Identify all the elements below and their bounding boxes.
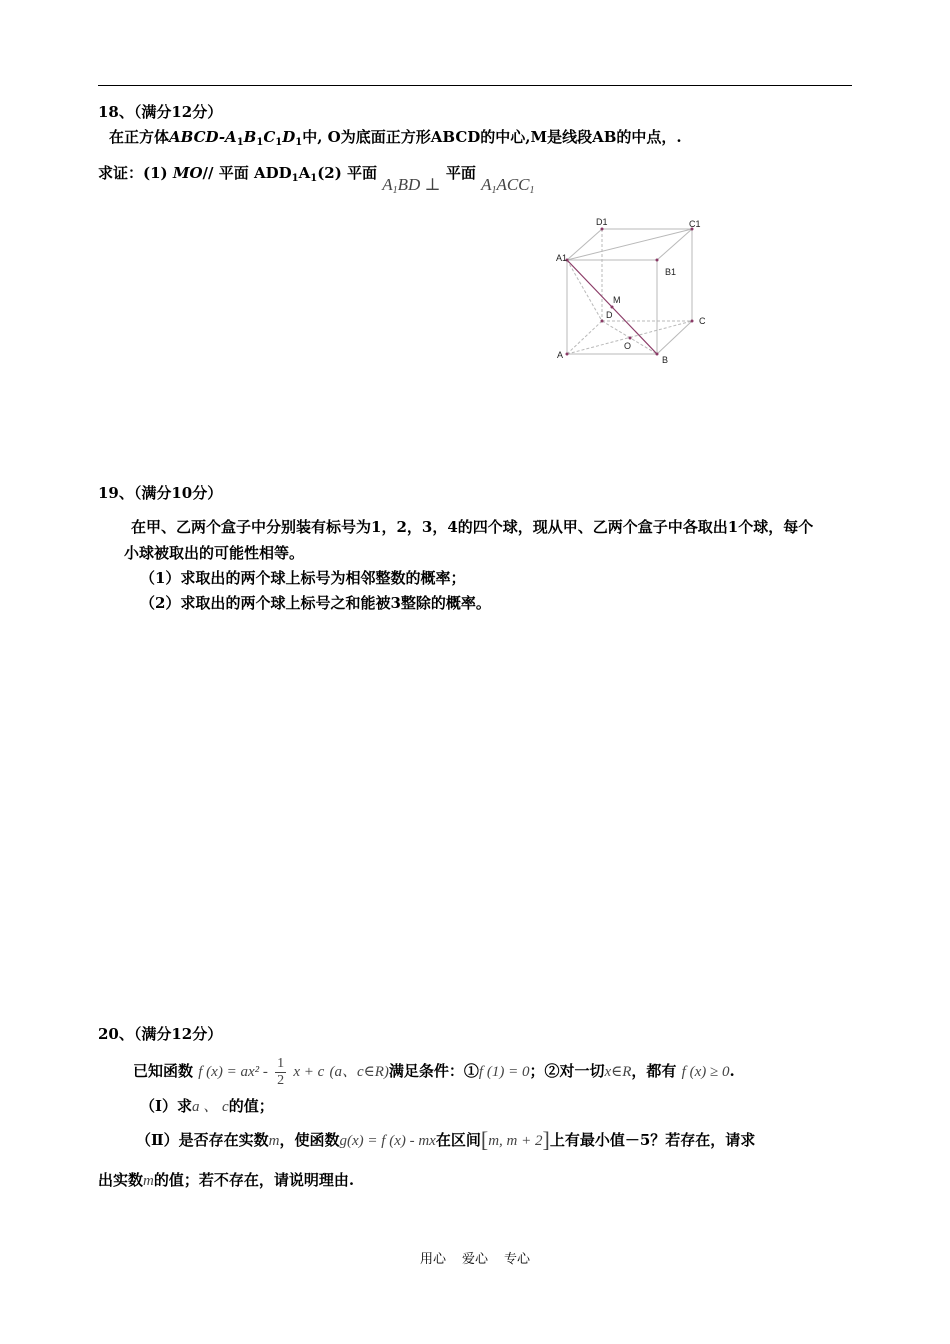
- q18-heading: 18、（满分12分）: [98, 103, 223, 121]
- label-a: A: [557, 350, 564, 360]
- q19-line1: 在甲、乙两个盒子中分别装有标号为1，2，3，4的四个球，现从甲、乙两个盒子中各取出1个球，每个: [131, 518, 814, 536]
- q19-heading: 19、（满分10分）: [98, 484, 223, 502]
- q20-part1: （Ⅰ）求a 、 c的值；: [140, 1097, 274, 1115]
- label-c: C: [699, 316, 706, 326]
- q20-heading: 20、（满分12分）: [98, 1025, 223, 1043]
- cube-edges: [567, 229, 692, 354]
- plane-a1acc1: $A_1ACC_1$: [481, 175, 535, 196]
- label-d: D: [606, 310, 613, 320]
- q18-stem: 在正方体ABCD-$A_1B_1C_1D_1$中, O为底面正方形ABCD的中心,M是线段AB的中点，.: [109, 128, 682, 148]
- header-rule: [98, 85, 852, 86]
- q19-item2: （2）求取出的两个球上标号之和能被3整除的概率。: [140, 594, 491, 612]
- fraction-one-half: $\frac{1}{2}$: [277, 1055, 285, 1088]
- label-a1: A1: [556, 253, 568, 263]
- q18-proof: 求证：(1) MO// 平面 $ADD_1A_1(2)$ 平面 $A_1BD$ ⊥ 平面 $A_1ACC_1$: [98, 164, 535, 196]
- q20-part2-line2: 出实数m的值；若不存在，请说明理由.: [98, 1171, 355, 1189]
- label-c1: C1: [689, 219, 701, 229]
- label-b: B: [662, 355, 669, 365]
- label-o: O: [624, 341, 632, 351]
- cube-figure: [550, 212, 710, 372]
- q19-line2: 小球被取出的可能性相等。: [124, 544, 305, 562]
- page-footer: 用心 爱心 专心: [419, 1252, 531, 1267]
- q20-given: 已知函数 f (x) = ax² - $\frac{1}{2}$ x + c (a、c∈R)满足条件：①f (1) = 0；②对一切x∈R，都有 f (x) ≥ 0.: [133, 1055, 735, 1088]
- label-d1: D1: [596, 217, 608, 227]
- q19-item1: （1）求取出的两个球上标号为相邻整数的概率；: [140, 569, 466, 587]
- q20-part2: （Ⅱ）是否存在实数m，使函数g(x) = f (x) - mx在区间[m, m + 2]上有最小值－5？若存在，请求: [136, 1127, 756, 1152]
- label-b1: B1: [665, 267, 677, 277]
- label-m: M: [613, 295, 621, 305]
- plane-a1bd: $A_1BD$ ⊥: [382, 175, 441, 196]
